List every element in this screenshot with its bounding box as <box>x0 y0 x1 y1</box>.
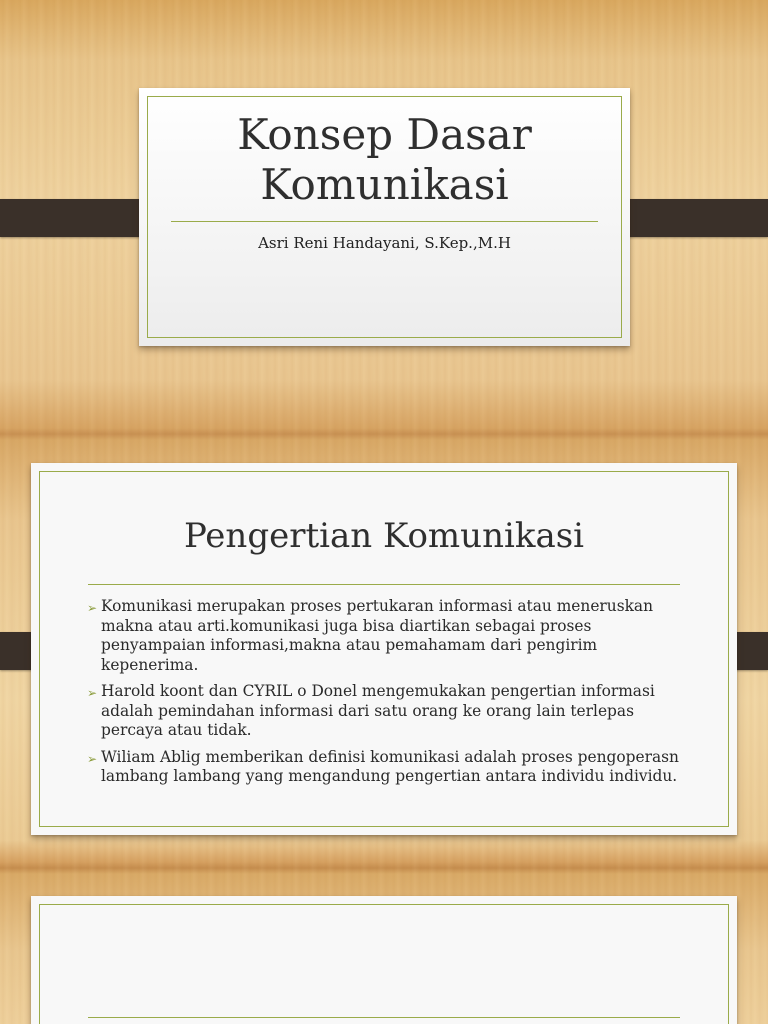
bullet-text: Komunikasi merupakan proses pertukaran informasi atau meneruskan makna atau arti.komunikasi juga bisa diartikan sebagai proses penyampaian informasi,makna atau pemahamam dari pengirim kepenerima. <box>101 597 654 674</box>
slide-3-content-slide[interactable] <box>31 896 737 1024</box>
bullet-item <box>87 748 687 787</box>
bullet-text: Wiliam Ablig memberikan definisi komunikasi adalah proses pengoperasn lambang lambang yang mengandung pengertian antara individu individu. <box>101 747 679 785</box>
slide-2-title: Pengertian Komunikasi <box>183 516 585 556</box>
slide-2-bullet-list <box>87 597 687 794</box>
slide-1-subtitle: Asri Reni Handayani, S.Kep.,M.H <box>258 234 511 252</box>
slide-1-divider <box>171 221 598 222</box>
bullet-item <box>87 597 687 675</box>
slide-3-divider <box>88 1017 680 1018</box>
arrow-bullet-icon: ➢ <box>87 601 98 615</box>
bullet-text: Harold koont dan CYRIL o Donel mengemukakan pengertian informasi adalah pemindahan informasi dari satu orang ke orang lain terlepas percaya atau tidak. <box>101 682 655 739</box>
arrow-bullet-icon: ➢ <box>87 751 98 766</box>
arrow-bullet-icon: ➢ <box>87 686 98 700</box>
slide-2-content-slide[interactable] <box>31 463 737 835</box>
slide-1-left-tab <box>0 199 155 237</box>
slide-1-title-slide[interactable] <box>139 88 630 346</box>
slide-3-frame <box>39 904 729 1024</box>
bullet-item <box>87 682 687 741</box>
slide-2-divider <box>88 584 680 585</box>
slide-1-right-tab <box>613 199 768 237</box>
slide-1-title: Konsep Dasar Komunikasi <box>237 110 532 209</box>
